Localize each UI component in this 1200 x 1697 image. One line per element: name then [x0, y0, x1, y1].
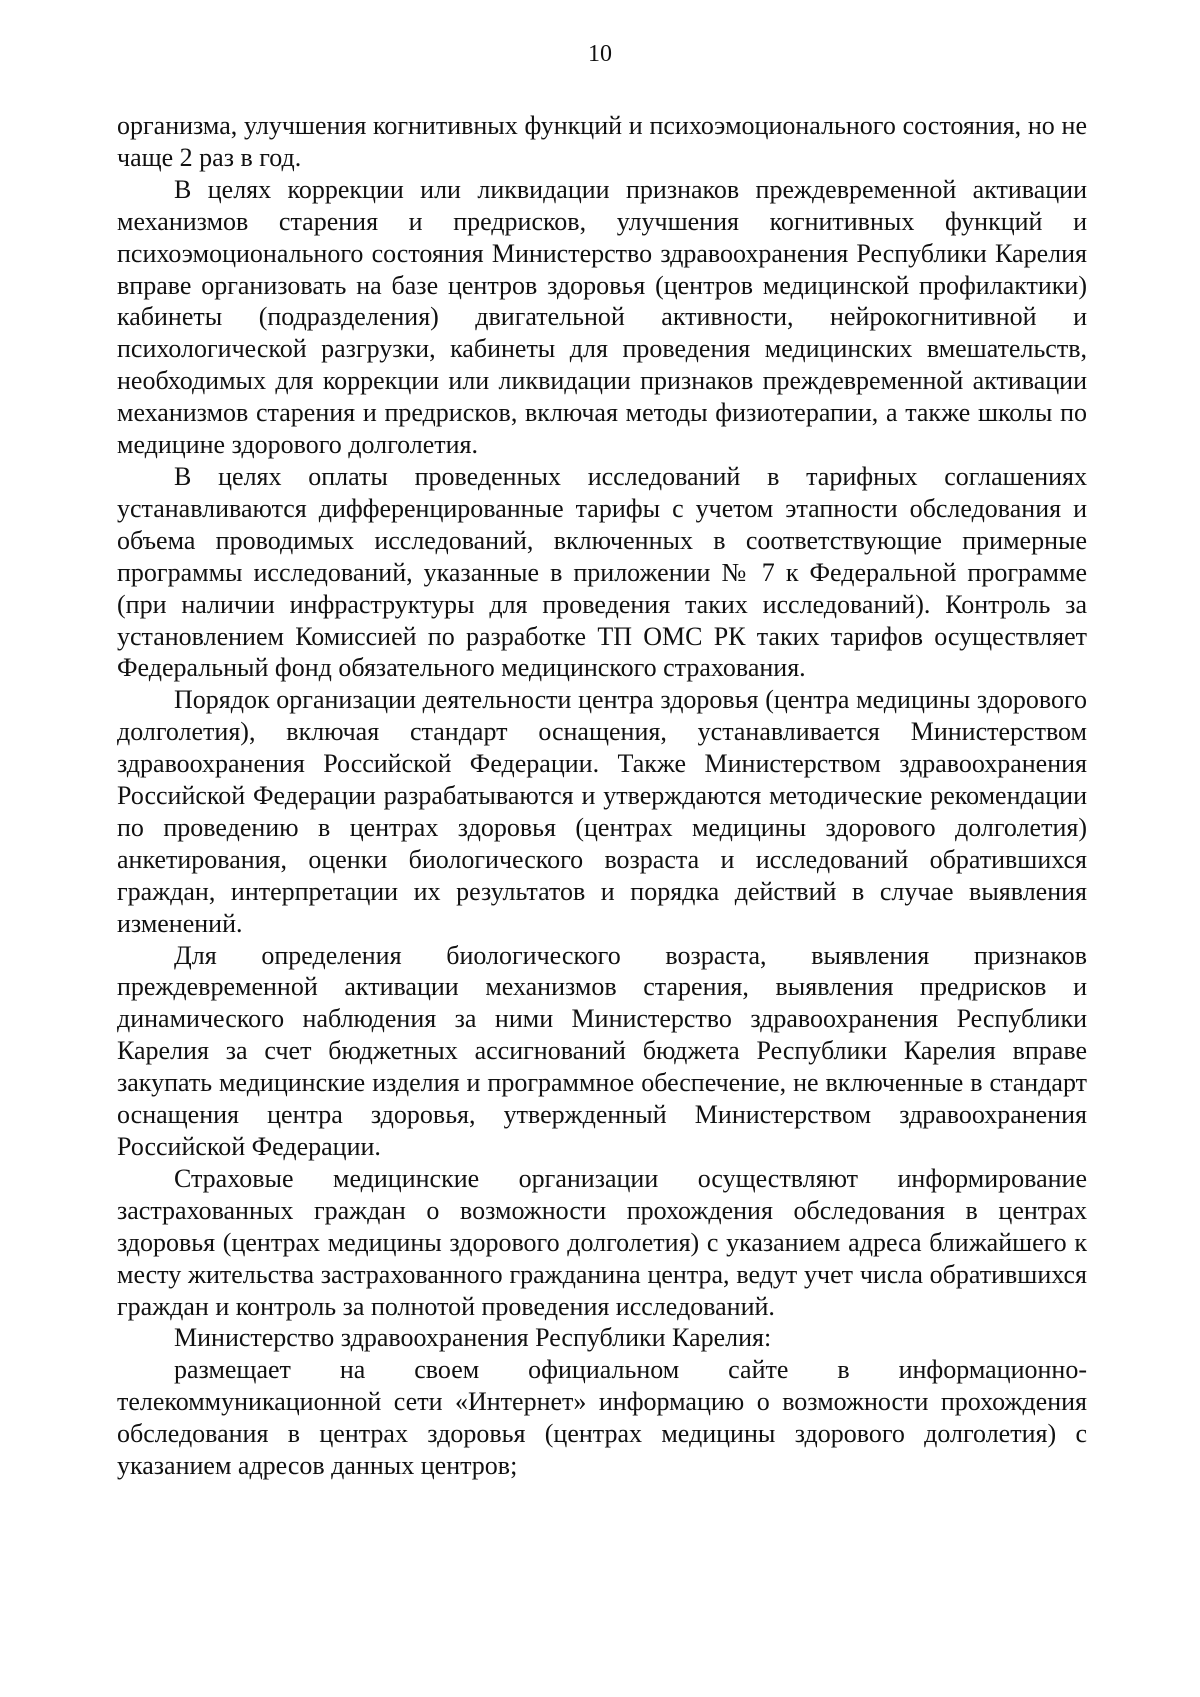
page-number: 10: [588, 41, 612, 67]
paragraph-cognitive-correction: В целях коррекции или ликвидации признаков преждевременной активации механизмов старения и предрисков, улучшения когнитивных функций и психоэмоционального состояния Министерство здравоохранения Республики Карелия вправе организовать на базе центров здоровья (центров медицинской профилактики) кабинеты (подразделения) двигательной активности, нейрокогнитивной и психологической разгрузки, кабинеты для проведения медицинских вмешательств, необходимых для коррекции или ликвидации признаков преждевременной активации механизмов старения и предрисков, включая методы физиотерапии, а также школы по медицине здорового долголетия.: [117, 174, 1087, 460]
paragraph-insurance-organizations: Страховые медицинские организации осуществляют информирование застрахованных граждан о возможности прохождения обследования в центрах здоровья (центрах медицины здорового долголетия) с указанием адреса ближайшего к месту жительства застрахованного гражданина центра, ведут учет числа обратившихся граждан и контроль за полнотой проведения исследований.: [117, 1163, 1087, 1321]
paragraph-continuation: организма, улучшения когнитивных функций и психоэмоционального состояния, но не чаще 2 раз в год.: [117, 111, 1087, 172]
paragraph-ministry-heading: Министерство здравоохранения Республики Карелия:: [174, 1323, 772, 1353]
paragraph-tariffs: В целях оплаты проведенных исследований в тарифных соглашениях устанавливаются дифференцированные тарифы с учетом этапности обследования и объема проводимых исследований, включенных в соответствующие примерные программы исследований, указанные в приложении № 7 к Федеральной программе (при наличии инфраструктуры для проведения таких исследований). Контроль за установлением Комиссией по разработке ТП ОМС РК таких тарифов осуществляет Федеральный фонд обязательного медицинского страхования.: [117, 461, 1087, 683]
paragraph-biological-age: Для определения биологического возраста, выявления признаков преждевременной активации механизмов старения, выявления предрисков и динамического наблюдения за ними Министерство здравоохранения Республики Карелия за счет бюджетных ассигнований бюджета Республики Карелия вправе закупать медицинские изделия и программное обеспечение, не включенные в стандарт оснащения центра здоровья, утвержденный Министерством здравоохранения Российской Федерации.: [117, 940, 1087, 1161]
paragraph-health-center-procedure: Порядок организации деятельности центра здоровья (центра медицины здорового долголетия), включая стандарт оснащения, устанавливается Министерством здравоохранения Российской Федерации. Также Министерством здравоохранения Российской Федерации разрабатываются и утверждаются методические рекомендации по проведению в центрах здоровья (центрах медицины здорового долголетия) анкетирования, оценки биологического возраста и исследований обратившихся граждан, интерпретации их результатов и порядка действий в случае выявления изменений.: [117, 685, 1087, 938]
document-body: [117, 110, 1087, 1482]
paragraph-ministry-website: размещает на своем официальном сайте в информационно-телекоммуникационной сети «Интернет» информацию о возможности прохождения обследования в центрах здоровья (центрах медицины здорового долголетия) с указанием адресов данных центров;: [117, 1355, 1087, 1481]
